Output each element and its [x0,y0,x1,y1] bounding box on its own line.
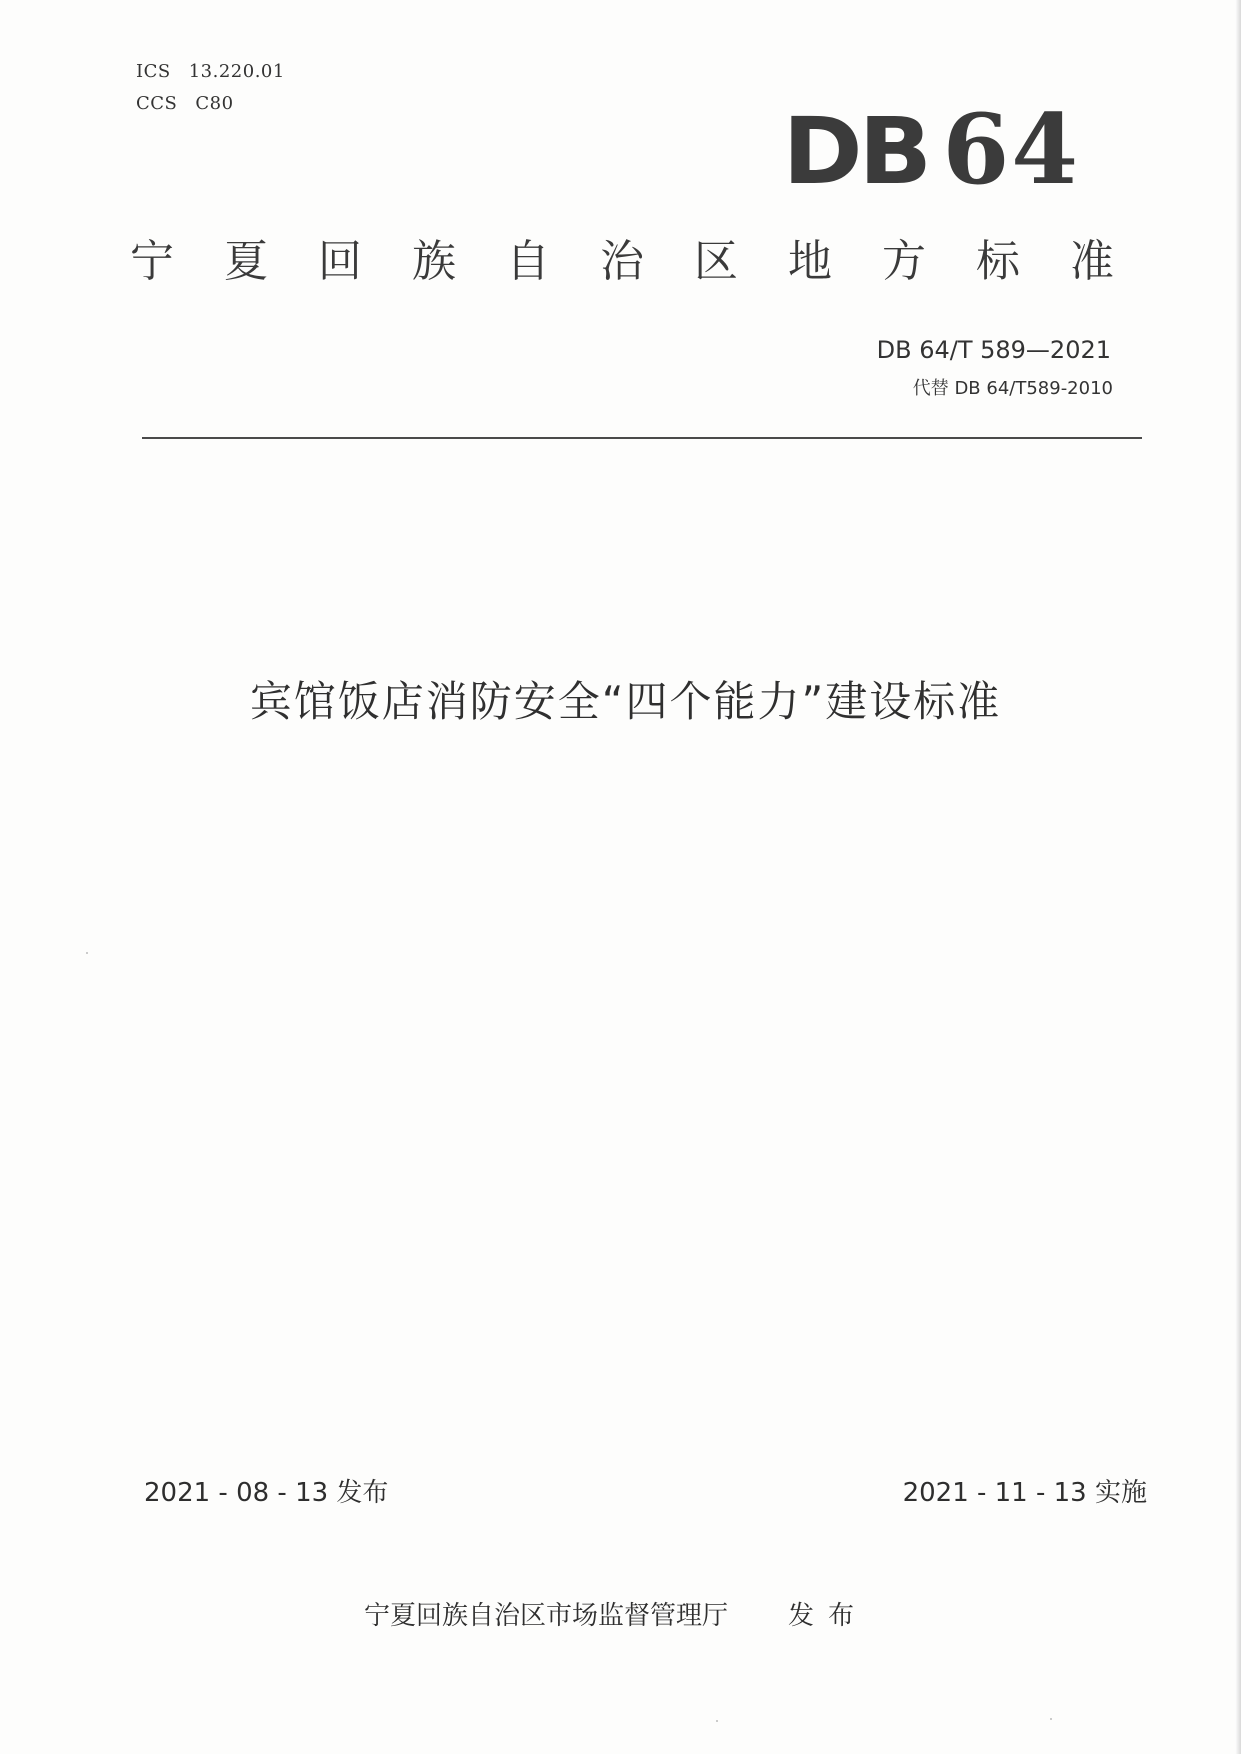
ccs-row [136,88,285,120]
scan-speck [1050,1718,1052,1720]
standard-number: DB 64/T 589—2021 [876,336,1111,364]
scan-speck [716,1720,718,1722]
db-letters: DB [782,98,928,205]
standard-type-heading: 宁夏回族自治区地方标准 [130,236,1164,287]
ics-row [136,56,285,88]
page-edge-shadow [1235,0,1241,1754]
issue-label: 发布 [788,1601,869,1631]
publisher-line [364,1598,868,1634]
db-region-number: 64 [942,93,1081,206]
ics-code: 13.220.01 [188,61,285,82]
scan-speck [86,952,88,954]
ccs-code: C80 [195,93,234,114]
ics-label: ICS [136,61,171,82]
release-date: 2021 - 08 - 13 发布 [144,1478,389,1508]
header-divider [142,437,1142,439]
effective-date: 2021 - 11 - 13 实施 [902,1478,1147,1508]
replaced-standard: 代替 DB 64/T589-2010 [912,378,1113,399]
db-logo-mark [782,93,1081,206]
publisher-name: 宁夏回族自治区市场监督管理厅 [364,1601,729,1631]
classification-codes [136,56,285,120]
ccs-label: CCS [136,93,178,114]
document-title: 宾馆饭店消防安全“四个能力”建设标准 [249,677,1002,726]
